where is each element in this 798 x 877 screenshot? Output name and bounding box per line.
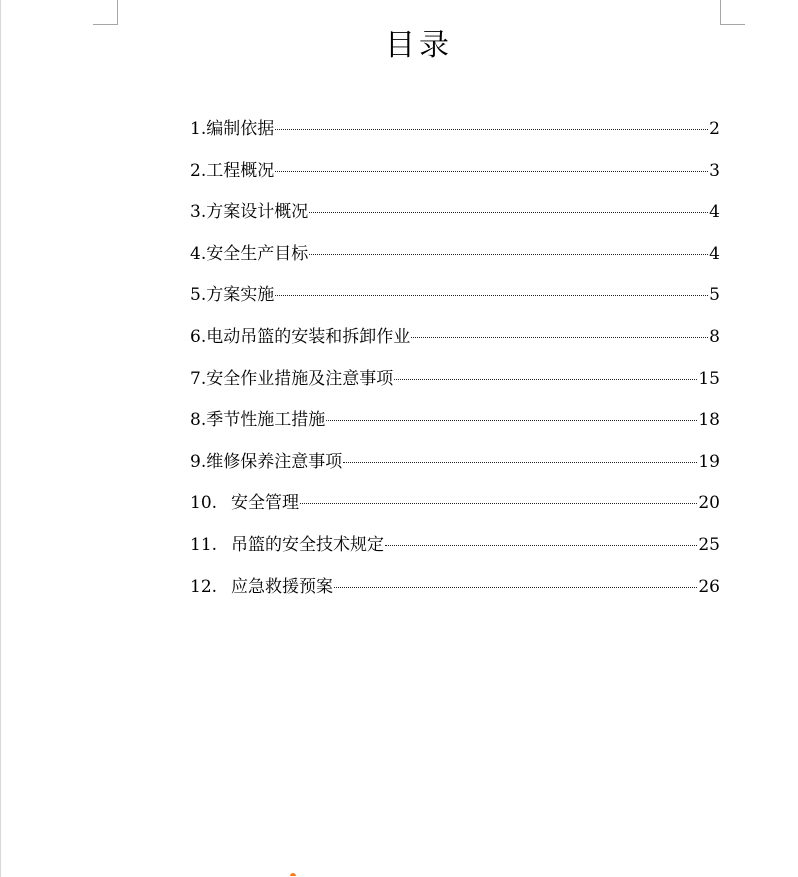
toc-dot-leader xyxy=(275,295,708,296)
toc-entry-number: 5. xyxy=(190,285,207,306)
toc-entry-label: 季节性施工措施 xyxy=(206,410,326,431)
page-edge xyxy=(0,0,1,877)
toc-entry-number: 4. xyxy=(190,243,207,264)
toc-entry[interactable] xyxy=(190,243,720,285)
toc-entry-number: 8. xyxy=(190,410,207,431)
toc-entry-label: 应急救援预案 xyxy=(231,576,334,597)
toc-entry-label: 维修保养注意事项 xyxy=(206,451,343,472)
toc-entry-label: 吊篮的安全技术规定 xyxy=(231,534,385,555)
toc-entry-label: 方案设计概况 xyxy=(206,202,309,223)
toc-dot-leader xyxy=(300,503,697,504)
margin-corner-mark-right xyxy=(720,0,745,25)
toc-entry[interactable] xyxy=(190,118,720,160)
toc-entry-number: 9. xyxy=(190,451,207,472)
toc-entry-page: 15 xyxy=(698,368,720,389)
toc-entry-number: 1. xyxy=(190,119,207,139)
toc-dot-leader xyxy=(394,379,697,380)
toc-entry-page: 26 xyxy=(698,576,720,597)
toc-entry-label: 编制依据 xyxy=(206,119,275,139)
toc-entry-number: 7. xyxy=(190,368,207,389)
toc-entry[interactable] xyxy=(190,409,720,451)
toc-entry[interactable] xyxy=(190,368,720,410)
toc-dot-leader xyxy=(309,212,708,213)
toc-entry-page: 19 xyxy=(698,451,720,472)
toc-entry-label: 工程概况 xyxy=(206,160,275,181)
toc-entry-number: 3. xyxy=(190,202,207,223)
toc-entry-label: 电动吊篮的安装和拆卸作业 xyxy=(206,326,411,347)
toc-dot-leader xyxy=(385,545,697,546)
toc-entry-page: 25 xyxy=(698,534,720,555)
toc-entry-page: 5 xyxy=(709,285,720,306)
toc-dot-leader xyxy=(411,337,708,338)
toc-dot-leader xyxy=(275,129,708,130)
margin-corner-mark-left xyxy=(93,0,118,25)
toc-entry-page: 4 xyxy=(709,202,720,223)
toc-dot-leader xyxy=(275,171,708,172)
cursor-mark xyxy=(290,873,296,876)
toc-entry-number: 2. xyxy=(190,160,207,181)
toc-dot-leader xyxy=(309,254,708,255)
toc-entry[interactable] xyxy=(190,201,720,243)
toc-entry-label: 安全作业措施及注意事项 xyxy=(206,368,394,389)
toc-entry[interactable] xyxy=(190,284,720,326)
toc-entry-number: 11. xyxy=(190,534,218,555)
page-title: 目录 xyxy=(385,28,453,63)
toc-entry[interactable] xyxy=(190,326,720,368)
toc-entry-page: 20 xyxy=(698,493,720,514)
toc-entry[interactable] xyxy=(190,451,720,493)
toc-entry-label: 安全管理 xyxy=(231,493,300,514)
toc-entry-label: 方案实施 xyxy=(206,285,275,306)
table-of-contents xyxy=(190,118,720,617)
toc-entry-page: 2 xyxy=(709,119,720,139)
toc-entry-page: 18 xyxy=(698,410,720,431)
toc-entry-page: 3 xyxy=(709,160,720,181)
toc-dot-leader xyxy=(334,587,697,588)
toc-entry-number: 6. xyxy=(190,326,207,347)
toc-entry-page: 8 xyxy=(709,326,720,347)
toc-entry-number: 12. xyxy=(190,576,218,597)
toc-dot-leader xyxy=(343,462,697,463)
toc-entry-number: 10. xyxy=(190,493,218,514)
toc-entry[interactable] xyxy=(190,492,720,534)
toc-entry-label: 安全生产目标 xyxy=(206,243,309,264)
toc-entry[interactable] xyxy=(190,160,720,202)
toc-entry-page: 4 xyxy=(709,243,720,264)
toc-dot-leader xyxy=(326,420,697,421)
toc-entry[interactable] xyxy=(190,534,720,576)
toc-entry[interactable] xyxy=(190,576,720,618)
